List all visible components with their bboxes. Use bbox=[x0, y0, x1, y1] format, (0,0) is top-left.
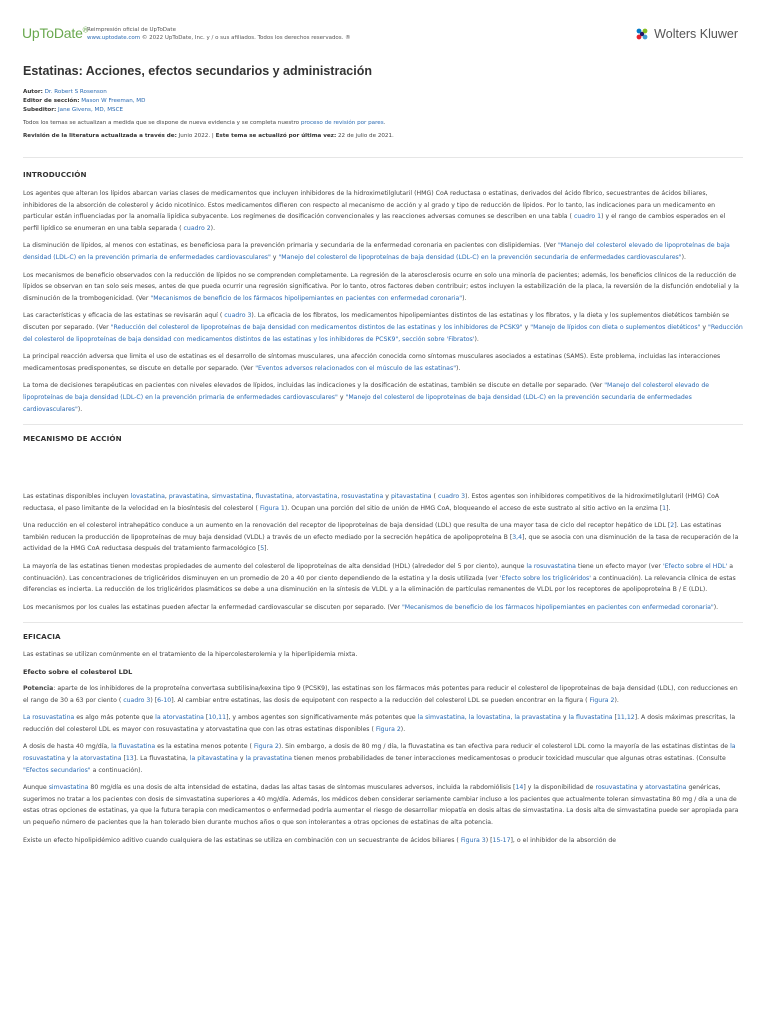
peer-review-link[interactable]: proceso de revisión por pares bbox=[300, 120, 384, 126]
table-3-link[interactable]: cuadro 3 bbox=[224, 312, 252, 320]
text: Los mecanismos de beneficio observados con la reducción de lípidos no se comprenden completamente. La regresión de la aterosclerosis ocurre en solo una minoría de pacientes; además, los beneficios clínicos de la reducción de lípidos se observan en tan solo seis meses, antes de que pueda ocurrir una regresión significativa. Por lo tanto, otros factores deben contribuir; estos incluyen la estabilización de la placa, la reversión de la disfunción endotelial y la disminución de la trombogenicidad. (Ver bbox=[23, 271, 739, 302]
text: : aparte de los inhibidores de la proproteína convertasa subtilisina/kexina tipo 9 (PCSK9), las estatinas son los fármacos más potentes para reducir el colesterol de lipoproteínas de baja densidad (LDL), con reducciones en el rango de 30 a 63 por ciento ( bbox=[23, 685, 738, 704]
drug-link-rosuvastatin[interactable]: La rosuvastatina bbox=[23, 714, 75, 722]
drug-link-simvastatin[interactable]: simvastatina bbox=[48, 784, 89, 792]
section-link[interactable]: 'Efecto sobre los triglicéridos' bbox=[499, 574, 591, 582]
wolters-kluwer-icon bbox=[634, 26, 650, 42]
text: ). bbox=[210, 224, 216, 232]
author-line bbox=[23, 88, 743, 97]
text: ]. A dosis máximas prescritas, la reducción del colesterol LDL es mayor con rosuvastatina y atorvastatina que con las otras estatinas disponibles ( bbox=[23, 714, 736, 733]
text: ]. bbox=[264, 545, 269, 553]
text: Potencia bbox=[23, 685, 54, 693]
drug-link-pitavastatin[interactable]: la pitavastatina bbox=[189, 755, 238, 762]
text: es la estatina menos potente ( bbox=[155, 743, 252, 751]
text: y bbox=[337, 393, 346, 401]
divider bbox=[23, 157, 743, 158]
text: Las estatinas disponibles incluyen bbox=[23, 493, 131, 501]
text: ). bbox=[713, 603, 719, 611]
drug-link-rosuvastatin[interactable]: rosuvastatina bbox=[341, 493, 384, 501]
deputy-line bbox=[23, 106, 743, 115]
text: , bbox=[251, 493, 256, 501]
intro-paragraph-4 bbox=[23, 310, 743, 345]
drug-link-simvastatin[interactable]: simvastatina bbox=[211, 493, 252, 501]
text: ). Ocupan una porción del sitio de unión de HMG CoA, bloqueando el acceso de este sustrato al sitio activo en la enzima [ bbox=[284, 504, 663, 512]
figure-1-link[interactable]: Figura 1 bbox=[259, 504, 285, 512]
text: ]. Las estatinas también reducen la producción de lipoproteínas de muy baja densidad (VLDL) a través de un efecto mediado por la secreción hepática de apolipoproteína B [ bbox=[23, 522, 722, 541]
drug-link-atorvastatin[interactable]: la atorvastatina bbox=[72, 755, 122, 762]
intro-paragraph-5 bbox=[23, 351, 743, 374]
figure-2-link[interactable]: Figura 2 bbox=[589, 696, 615, 704]
text: genéricas, sugerimos no tratar a los pacientes con dosis de simvastatina superiores a 40 mg/día. Además, los médicos deben considerar seriamente cambiar incluso a los pacientes que actualmente toleran simvastatina 80 mg / día a una de estas otras opciones de estatinas, ya que la futura terapia con medicamentos o enfermedad podría aumentar el riesgo de desarrollar miopatía en dosis altas de simvastatina. La dosis alta de simvastatina puede ser apropiada para un pequeño número de pacientes que la han tolerado bien durante muchos años o que son intolerantes a otras opciones de estatinas de alta potencia. bbox=[23, 784, 739, 826]
text: ]. La fluvastatina, bbox=[133, 755, 190, 762]
mechanism-paragraph-1 bbox=[23, 491, 743, 514]
reference-link[interactable]: 6-10 bbox=[157, 696, 172, 704]
drug-link-fluvastatin[interactable]: la fluvastatina bbox=[111, 743, 156, 751]
text: 80 mg/día es una dosis de alta intensidad de estatina, dadas las altas tasas de síntomas musculares adversos, incluida la rabdomiólisis [ bbox=[88, 784, 516, 792]
intro-paragraph-1 bbox=[23, 188, 743, 234]
editor-line bbox=[23, 97, 743, 106]
lit-label: Revisión de la literatura actualizada a través de: bbox=[23, 133, 177, 139]
table-2-link[interactable]: cuadro 2 bbox=[183, 224, 211, 232]
text: Existe un efecto hipolipidémico aditivo cuando cualquiera de las estatinas se utiliza en combinación con un secuestrante de ácidos biliares ( bbox=[23, 836, 459, 844]
reference-link[interactable]: 5 bbox=[260, 545, 265, 553]
efficacy-paragraph-4: Aunque simvastatina 80 mg/día es una dosis de alta intensidad de estatina, dadas las altas tasas de síntomas musculares adversos, incluida la rabdomiólisis [14] y la disponibilidad de rosuvastatina y atorvastatina genéricas, sugerimos no tratar a los pacientes con dosis de simvastatina superiores a 40 mg/día. Además, los médicos deben considerar seriamente cambiar incluso a los pacientes que actualmente toleran simvastatina 80 mg / día a una de estas otras opciones de estatinas, ya que la futura terapia con medicamentos o enfermedad podría aumentar el riesgo de desarrollar miopatía en dosis altas de simvastatina. La dosis alta de simvastatina puede ser apropiada para un pequeño número de pacientes que la han tolerado bien durante muchos años o que son intolerantes a otras opciones de estatinas de alta potencia. bbox=[23, 784, 739, 826]
subheading-ldl-effect: Efecto sobre el colesterol LDL bbox=[23, 668, 133, 677]
mechanism-paragraph-2 bbox=[23, 520, 743, 555]
text: ( bbox=[431, 493, 436, 501]
text: Aunque bbox=[23, 784, 49, 792]
author-label: Autor: bbox=[23, 89, 43, 95]
text: ). Estos agentes son inhibidores competitivos de la hidroximetilglutaril (HMG) CoA reductasa, el paso limitante de la velocidad en la biosíntesis del colesterol ( bbox=[23, 493, 720, 512]
text: ], y ambos agentes son significativamente más potentes que bbox=[226, 714, 418, 722]
text: ] y la disponibilidad de bbox=[523, 784, 596, 792]
mechanism-paragraph-4 bbox=[23, 602, 743, 614]
topic-link[interactable]: "Mecanismos de beneficio de los fármacos hipolipemiantes en pacientes con enfermedad coronaria" bbox=[401, 603, 714, 611]
drug-link-atorvastatin[interactable]: atorvastatina bbox=[296, 493, 338, 501]
drug-link-pravastatin[interactable]: pravastatina bbox=[168, 493, 208, 501]
topic-link[interactable]: "Manejo del colesterol elevado de lipoproteínas de baja densidad (LDL-C) en la prevención primaria de enfermedades cardiovasculares" bbox=[23, 382, 710, 401]
reprint-notice bbox=[87, 26, 351, 42]
text: tienen menos probabilidades de tener interacciones medicamentosas o producir toxicidad muscular que algunas otras estatinas. (Consulte bbox=[292, 755, 726, 762]
topic-link[interactable]: "Reducción del colesterol de lipoproteínas de baja densidad con medicamentos distintos de las estatinas y los inhibidores de PCSK9" bbox=[110, 323, 523, 331]
text: ). bbox=[614, 696, 619, 704]
text: Las características y eficacia de las estatinas se revisarán aquí ( bbox=[23, 312, 223, 320]
topic-link[interactable]: "Manejo del colesterol de lipoproteínas de baja densidad (LDL-C) en la prevención secundaria de enfermedades cardiovasculares" bbox=[23, 393, 692, 413]
wolters-kluwer-logo[interactable] bbox=[634, 26, 738, 42]
text: , bbox=[164, 493, 169, 501]
reference-link[interactable]: 15-17 bbox=[492, 836, 511, 844]
text: La mayoría de las estatinas tienen modestas propiedades de aumento del colesterol de lipoproteínas de alta densidad (HDL) (alrededor del 5 por ciento), aunque bbox=[23, 563, 527, 571]
table-3-link[interactable]: cuadro 3 bbox=[437, 493, 466, 501]
updated-label: Este tema se actualizó por última vez: bbox=[215, 133, 337, 139]
updated-value: 22 de julio de 2021. bbox=[337, 133, 394, 139]
lit-value: Junio 2022. bbox=[178, 133, 211, 139]
reference-link[interactable]: 14 bbox=[515, 784, 524, 792]
uptodate-logo[interactable] bbox=[22, 25, 88, 41]
drug-link-pravastatin[interactable]: la pravastatina bbox=[245, 755, 293, 762]
text: y bbox=[700, 323, 709, 331]
section-link[interactable]: 'Efecto sobre el HDL' bbox=[662, 563, 728, 571]
drug-link-rosuvastatin[interactable]: la rosuvastatina bbox=[526, 563, 576, 571]
text: ). La eficacia de los fibratos, los medicamentos hipolipemiantes distintos de las estatinas y los fibratos, y la dieta y los suplementos dietéticos también se discuten por separado. (Ver bbox=[23, 312, 730, 331]
text: a continuación). bbox=[90, 766, 143, 774]
update-text: Todos los temas se actualizan a medida que se dispone de nueva evidencia y se completa nuestro bbox=[23, 120, 300, 126]
update-policy: Todos los temas se actualizan a medida que se dispone de nueva evidencia y se completa nuestro proceso de revisión por pares. bbox=[23, 120, 386, 126]
text: y bbox=[522, 323, 531, 331]
text: ). bbox=[462, 294, 467, 302]
text: y bbox=[383, 493, 391, 501]
drug-link-group[interactable]: la simvastatina, la lovastatina, la pravastatina bbox=[417, 714, 561, 722]
text: La disminución de lípidos, al menos con estatinas, es beneficiosa para la prevención primaria y secundaria de la enfermedad coronaria en pacientes con dislipidemias. (Ver bbox=[23, 242, 558, 250]
reprint-line2 bbox=[87, 34, 351, 42]
drug-link-atorvastatin[interactable]: atorvastatina bbox=[645, 784, 687, 792]
text: A dosis de hasta 40 mg/día, bbox=[23, 743, 112, 751]
intro-paragraph-3 bbox=[23, 270, 743, 305]
text: y bbox=[270, 253, 279, 261]
article-title: Estatinas: Acciones, efectos secundarios y administración bbox=[23, 64, 372, 78]
topic-link[interactable]: "Eventos adversos relacionados con el músculo de las estatinas" bbox=[255, 364, 457, 372]
reprint-line1: Reimpresión oficial de UpToDate bbox=[87, 27, 176, 33]
reference-link[interactable]: 13 bbox=[125, 755, 134, 762]
text: ]. bbox=[666, 504, 671, 512]
reference-link[interactable]: 2 bbox=[670, 522, 675, 530]
text: a continuación). Las concentraciones de triglicéridos disminuyen en un promedio de 20 a 40 por ciento dependiendo de la estatina y la dosis utilizada (ver bbox=[23, 563, 734, 582]
topic-link[interactable]: "Manejo del colesterol de lipoproteínas de baja densidad (LDL-C) en la prevención secundaria de enfermedades cardiovasculares" bbox=[278, 253, 682, 261]
efficacy-paragraph-1: Potencia: aparte de los inhibidores de la proproteína convertasa subtilisina/kexina tipo 9 (PCSK9), las estatinas son los fármacos más potentes para reducir el colesterol de lipoproteínas de baja densidad (LDL), con reducciones en el rango de 30 a 63 por ciento ( cuadro 3) [6-10]. Al cambiar entre estatinas, las dosis de equipotent con respecto a la reducción del colesterol LDL se pueden encontrar en la figura ( Figura 2). bbox=[23, 685, 738, 704]
intro-paragraph-2 bbox=[23, 240, 743, 263]
figure-2-link[interactable]: Figura 2 bbox=[375, 725, 401, 733]
figure-2-link[interactable]: Figura 2 bbox=[253, 743, 279, 751]
drug-link-fluvastatin[interactable]: fluvastatina bbox=[255, 493, 293, 501]
drug-link-rosuvastatin[interactable]: la rosuvastatina bbox=[23, 743, 736, 762]
text: Los agentes que alteran los lípidos abarcan varias clases de medicamentos que incluyen inhibidores de la hidroximetilglutaril (HMG) CoA reductasa o estatinas, derivados del ácido fíbrico, secuestrantes de ácidos biliares, inhibidores de la absorción de colesterol y ácido nicotínico. Estos medicamentos difieren con respecto al mecanismo de acción y al grado y tipo de reducción de lípidos. Por lo tanto, las indicaciones para un medicamento en particular están influenciadas por la anomalía lipídica subyacente. Los regímenes de dosificación convencionales y las reacciones adversas comunes se describen en una tabla ( bbox=[23, 190, 716, 221]
efficacy-paragraph-2: La rosuvastatina es algo más potente que la atorvastatina [10,11], y ambos agentes son significativamente más potentes que la simvastatina, la lovastatina, la pravastatina y la fluvastatina [11,12]. A dosis máximas prescritas, la reducción del colesterol LDL es mayor con rosuvastatina y atorvastatina que con las otras estatinas disponibles ( Figura 2). bbox=[23, 714, 736, 733]
logo-text: UpToDate bbox=[22, 25, 83, 41]
uptodate-link[interactable]: www.uptodate.com bbox=[87, 35, 141, 41]
efficacy-intro: Las estatinas se utilizan comúnmente en el tratamiento de la hipercolesterolemia y la hiperlipidemia mixta. bbox=[23, 651, 358, 659]
efficacy-paragraph-5: Existe un efecto hipolipidémico aditivo cuando cualquiera de las estatinas se utiliza en combinación con un secuestrante de ácidos biliares ( Figura 3) [15-17], o el inhibidor de la absorción de bbox=[23, 836, 617, 844]
text: , bbox=[337, 493, 342, 501]
drug-link-fluvastatin[interactable]: la fluvastatina bbox=[568, 714, 613, 722]
logo-mark: ® bbox=[82, 25, 89, 35]
mechanism-paragraph-3 bbox=[23, 561, 743, 596]
drug-link-rosuvastatin[interactable]: rosuvastatina bbox=[595, 784, 638, 792]
reference-link[interactable]: 11,12 bbox=[616, 714, 635, 722]
topic-link[interactable]: "Mecanismos de beneficio de los fármacos hipolipemiantes en pacientes con enfermedad coronaria" bbox=[150, 294, 463, 302]
author-link[interactable]: Dr. Robert S Rosenson bbox=[44, 89, 107, 95]
text: ]. Al cambiar entre estatinas, las dosis de equipotent con respecto a la reducción del colesterol LDL se pueden encontrar en la figura ( bbox=[171, 696, 588, 704]
text: ). Sin embargo, a dosis de 80 mg / día, la fluvastatina es tan efectiva para reducir el colesterol LDL como la mayoría de las estatinas distintas de bbox=[278, 743, 731, 751]
text: , bbox=[292, 493, 296, 501]
drug-link-pitavastatin[interactable]: pitavastatina bbox=[390, 493, 432, 501]
text: tiene un efecto mayor (ver bbox=[575, 563, 663, 571]
editor-link[interactable]: Mason W Freeman, MD bbox=[81, 98, 146, 104]
text: Los mecanismos por los cuales las estatinas pueden afectar la enfermedad cardiovascular se discuten por separado. (Ver bbox=[23, 603, 402, 611]
reference-link[interactable]: 10,11 bbox=[208, 714, 227, 722]
topic-link[interactable]: "Manejo del colesterol elevado de lipoproteínas de baja densidad (LDL-C) en la prevención primaria de enfermedades cardiovasculares" bbox=[23, 242, 730, 261]
text: ). bbox=[456, 364, 461, 372]
deputy-link[interactable]: Jane Givens, MD, MSCE bbox=[58, 107, 124, 113]
text: La toma de decisiones terapéuticas en pacientes con niveles elevados de lípidos, incluidas las indicaciones y la dosificación de estatinas, también se discute en detalle por separado. (Ver bbox=[23, 382, 605, 390]
text: ], o el inhibidor de la absorción de bbox=[510, 836, 617, 844]
section-heading-efficacy: EFICACIA bbox=[23, 632, 61, 642]
section-link[interactable]: "Efectos secundarios" bbox=[23, 766, 91, 774]
text: es algo más potente que bbox=[74, 714, 156, 722]
drug-link-lovastatin[interactable]: lovastatina bbox=[130, 493, 165, 501]
review-dates: Revisión de la literatura actualizada a través de: Junio 2022. | Este tema se actualizó por última vez: 22 de julio de 2021. bbox=[23, 133, 394, 139]
figure-3-link[interactable]: Figura 3 bbox=[460, 836, 486, 844]
text: a continuación). La relevancia clínica de estas diferencias es incierta. La reducción de los triglicéridos plasmáticos se debe a una disminución en la síntesis de VLDL y a la eliminación de partículas remanentes de VLDL por los receptores de apolipoproteína B / E (LDL). bbox=[23, 574, 736, 594]
section-heading-mechanism: MECANISMO DE ACCIÓN bbox=[23, 434, 122, 444]
section-heading-intro: INTRODUCCIÓN bbox=[23, 170, 87, 179]
copyright-text: © 2022 UpToDate, Inc. y / o sus afiliados. Todos los derechos reservados. ® bbox=[141, 35, 351, 41]
text: ). bbox=[400, 725, 406, 733]
topic-link[interactable]: "Reducción del colesterol de lipoproteínas de baja densidad con medicamentos distintos de las estatinas y los inhibidores de PCSK9", sección sobre 'Fibratos' bbox=[23, 323, 743, 343]
article-meta bbox=[23, 88, 743, 141]
text: ). bbox=[474, 335, 479, 343]
table-1-link[interactable]: cuadro 1 bbox=[573, 213, 602, 221]
brand-name: Wolters Kluwer bbox=[654, 27, 738, 41]
text: La principal reacción adversa que limita el uso de estatinas es el desarrollo de síntomas musculares, una afección conocida como síntomas musculares asociados a estatinas (SAMS). Este problema, incluidas las interacciones medicamentosas predisponentes, se discute en detalle por separado. (Ver bbox=[23, 353, 721, 372]
divider bbox=[23, 424, 743, 425]
topic-link[interactable]: "Manejo de lípidos con dieta o suplementos dietéticos" bbox=[530, 323, 701, 331]
reference-link[interactable]: 3,4 bbox=[512, 533, 523, 541]
text: ) y el rango de cambios esperados en el perfil lipídico se enumeran en una tabla separada ( bbox=[23, 213, 726, 232]
text: Una reducción en el colesterol intrahepático conduce a un aumento en la renovación del receptor de lipoproteínas de baja densidad (LDL) que resulta de una mayor tasa de ciclo del receptor hepático de LDL [ bbox=[23, 522, 671, 530]
article bbox=[23, 64, 743, 846]
drug-link-atorvastatin[interactable]: la atorvastatina bbox=[155, 714, 204, 722]
deputy-label: Subeditor: bbox=[23, 107, 57, 113]
text: ], que se asocia con una disminución de la tasa de recuperación de la actividad de la HMG CoA reductasa después del tratamiento farmacológico [ bbox=[23, 533, 739, 553]
intro-paragraph-6 bbox=[23, 380, 743, 415]
header-bar bbox=[0, 0, 768, 58]
efficacy-paragraph-3: A dosis de hasta 40 mg/día, la fluvastatina es la estatina menos potente ( Figura 2). Sin embargo, a dosis de 80 mg / día, la fluvastatina es tan efectiva para reducir el colesterol LDL como la mayoría de las estatinas distintas de la rosuvastatina y la atorvastatina [13]. La fluvastatina, la pitavastatina y la pravastatina tienen menos probabilidades de tener interacciones medicamentosas o producir toxicidad muscular que algunas otras estatinas. (Consulte "Efectos secundarios" a continuación). bbox=[23, 743, 736, 774]
divider bbox=[23, 622, 743, 623]
reference-link[interactable]: 1 bbox=[662, 504, 667, 512]
text: ). bbox=[77, 405, 83, 413]
table-3-link[interactable]: cuadro 3 bbox=[123, 696, 151, 704]
text: ). bbox=[681, 253, 687, 261]
editor-label: Editor de sección: bbox=[23, 98, 80, 104]
text: , bbox=[207, 493, 212, 501]
